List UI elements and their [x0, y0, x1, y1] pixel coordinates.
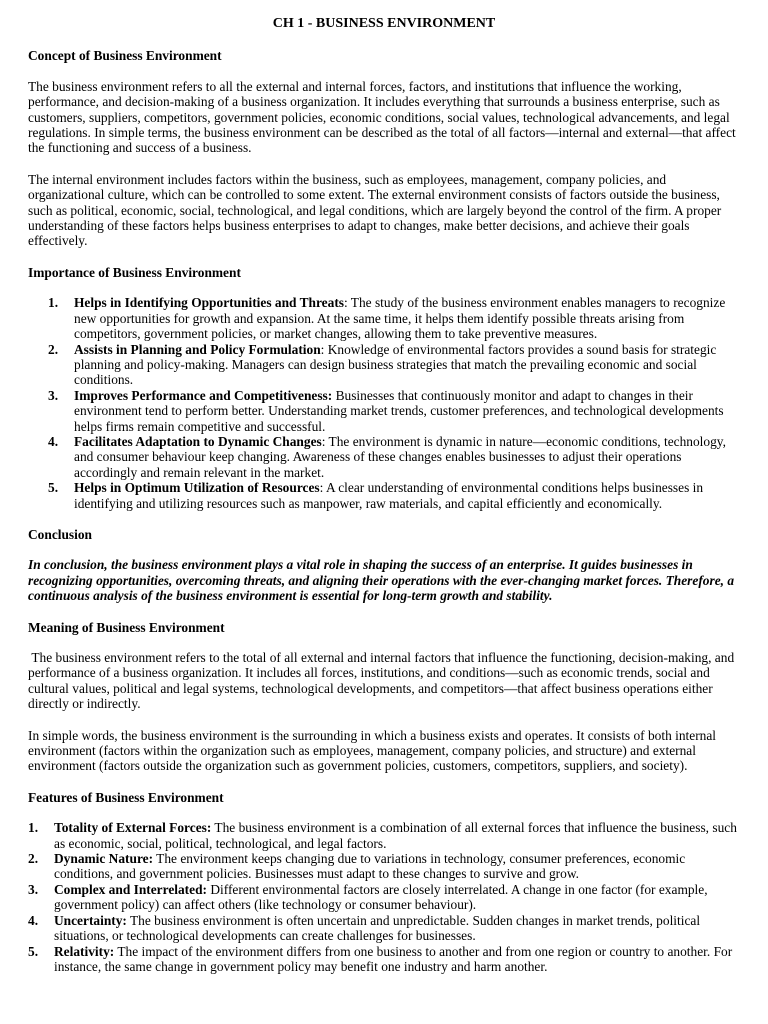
concept-paragraph-1: The business environment refers to all the external and internal forces, factors, and institutions that influence the working, performance, and decision-making of a business organization. It includes everything that surrounds a business enterprise, such as customers, suppliers, competitors, government policies, economic conditions, social values, technological advancements, and legal regulations. In simple terms, the business environment can be described as the total of all factors—internal and external—that affect the functioning and success of a business. — [28, 78, 736, 156]
list-number: 4. — [28, 912, 39, 928]
list-text: : Knowledge of environmental factors provides a sound basis for strategic planning and policy-making. Managers can design business strategies that match the prevailing economic and social conditions. — [74, 341, 717, 388]
conclusion-paragraph: In conclusion, the business environment plays a vital role in shaping the success of an enterprise. It guides businesses in recognizing opportunities, overcoming threats, and aligning their operations with the ever-changing market forces. Therefore, a continuous analysis of the business environment is essential for long-term growth and stability. — [28, 557, 735, 604]
list-number: 2. — [28, 851, 39, 867]
list-term: Helps in Identifying Opportunities and Threats — [74, 295, 344, 311]
importance-list — [28, 295, 740, 511]
list-term: Helps in Optimum Utilization of Resources — [74, 480, 320, 496]
list-item — [28, 820, 740, 851]
list-number: 3. — [48, 387, 59, 403]
list-text: The business environment is often uncertain and unpredictable. Sudden changes in market trends, political situations, or technological developments can create challenges for businesses. — [54, 912, 701, 944]
list-item — [28, 342, 740, 388]
list-number: 1. — [28, 820, 39, 836]
list-term: Totality of External Forces: — [54, 820, 212, 836]
list-term: Relativity: — [54, 943, 115, 959]
list-item — [28, 295, 740, 341]
list-number: 1. — [48, 295, 59, 311]
list-text: Businesses that continuously monitor and adapt to changes in their environment tend to perform better. Understanding market trends, customer preferences, and technological developments helps firms remain competitive and successful. — [74, 387, 724, 434]
concept-paragraph-2: The internal environment includes factors within the business, such as employees, management, company policies, and organizational culture, which can be controlled to some extent. The external environment consists of factors outside the business, such as political, economic, social, technological, and legal conditions, which are largely beyond the control of the firm. A proper understanding of these factors helps business enterprises to adapt to changes, make better decisions, and achieve their goals effectively. — [28, 171, 722, 249]
list-term: Uncertainty: — [54, 912, 127, 928]
meaning-paragraph-2: In simple words, the business environment is the surrounding in which a business exists and operates. It consists of both internal environment (factors within the organization such as employees, management, company policies, and structure) and external environment (factors outside the organization such as government policies, customers, competitors, suppliers, and society). — [28, 727, 717, 774]
list-number: 2. — [48, 341, 59, 357]
concept-heading: Concept of Business Environment — [28, 48, 222, 64]
list-item — [28, 944, 740, 975]
meaning-heading: Meaning of Business Environment — [28, 619, 225, 635]
list-item — [28, 388, 740, 434]
list-text: : The study of the business environment enables managers to recognize new opportunities for growth and expansion. At the same time, it helps them identify possible threats arising from competitors, government policies, or market changes, allowing them to take preventive measures. — [74, 295, 726, 342]
features-heading: Features of Business Environment — [28, 789, 224, 805]
list-term: Dynamic Nature: — [54, 851, 154, 867]
conclusion-heading: Conclusion — [28, 526, 92, 542]
list-item — [28, 434, 740, 480]
list-number: 4. — [48, 433, 59, 449]
list-item — [28, 913, 740, 944]
list-text: The business environment is a combination of all external forces that influence the business, such as economic, social, political, technological, and legal factors. — [54, 820, 737, 851]
list-text: : A clear understanding of environmental conditions helps businesses in identifying and utilizing resources such as manpower, raw materials, and capital efficiently and economically. — [74, 480, 704, 511]
importance-heading: Importance of Business Environment — [28, 264, 241, 280]
list-term: Improves Performance and Competitiveness: — [74, 387, 333, 403]
list-number: 5. — [28, 943, 39, 959]
meaning-paragraph-1: The business environment refers to the total of all external and internal factors that influence the functioning, decision-making, and performance of a business organization. It includes all forces, institutions, and conditions—such as economic trends, social and cultural values, political and legal systems, technological developments, and competitors—that affect business operations either directly or indirectly. — [28, 650, 738, 712]
list-term: Complex and Interrelated: — [54, 881, 207, 897]
list-item — [28, 851, 740, 882]
page-title: CH 1 - BUSINESS ENVIRONMENT — [272, 16, 496, 31]
list-term: Assists in Planning and Policy Formulation — [74, 341, 321, 357]
list-text: The environment keeps changing due to variations in technology, consumer preferences, economic conditions, and government policies. Businesses must adapt to these changes to survive and grow. — [54, 851, 686, 882]
list-number: 3. — [28, 881, 39, 897]
list-text: Different environmental factors are closely interrelated. A change in one factor (for example, government policy) can affect others (like technology or consumer behaviour). — [54, 881, 708, 913]
list-item — [28, 480, 740, 511]
list-text: : The environment is dynamic in nature—economic conditions, technology, and consumer behaviour keep changing. Awareness of these changes enables businesses to adjust their operations accordingly and remain relevant in the market. — [74, 433, 726, 480]
list-item — [28, 882, 740, 913]
list-term: Facilitates Adaptation to Dynamic Changes — [74, 433, 322, 449]
features-list — [28, 820, 740, 974]
list-number: 5. — [48, 480, 59, 496]
document-page — [28, 16, 740, 990]
list-text: The impact of the environment differs from one business to another and from one region or country to another. For instance, the same change in government policy may benefit one industry and harm another. — [54, 943, 733, 974]
